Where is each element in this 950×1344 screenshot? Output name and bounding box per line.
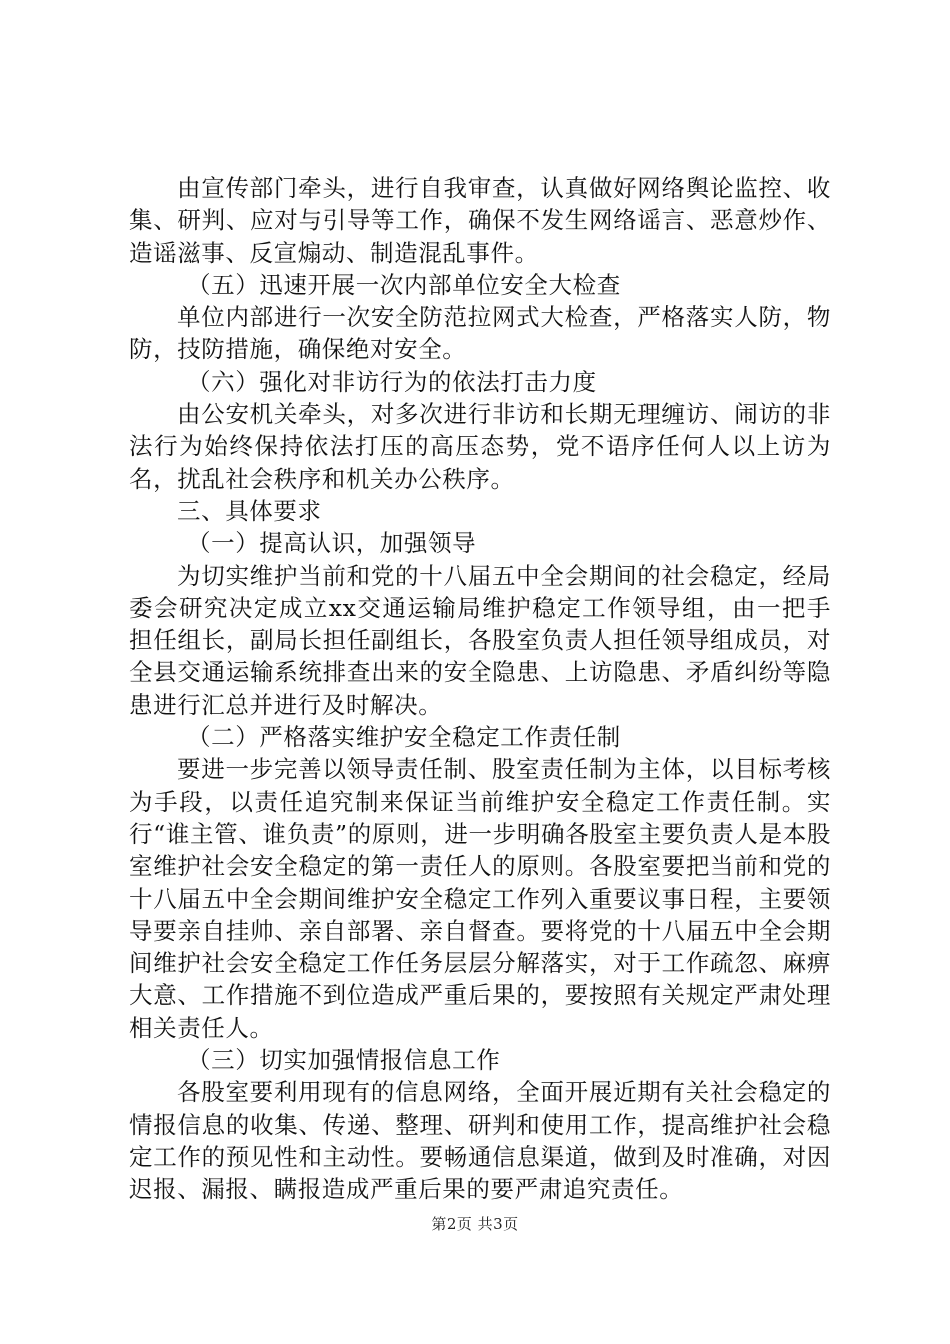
paragraph-intelligence: 各股室要利用现有的信息网络，全面开展近期有关社会稳定的情报信息的收集、传递、整理、研判和使用工作，提高维护社会稳定工作的预见性和主动性。要畅通信息渠道，做到及时准确，对因迟报、漏报、瞒报造成严重后果的要严肃追究责任。 bbox=[129, 1078, 831, 1204]
heading-internal-inspection: （五）迅速开展一次内部单位安全大检查 bbox=[187, 270, 621, 299]
heading-responsibility: （二）严格落实维护安全稳定工作责任制 bbox=[187, 723, 621, 752]
heading-illegal-petition: （六）强化对非访行为的依法打击力度 bbox=[187, 367, 597, 396]
heading-intelligence: （三）切实加强情报信息工作 bbox=[187, 1046, 501, 1075]
paragraph-leadership: 为切实维护当前和党的十八届五中全会期间的社会稳定，经局委会研究决定成立xx交通运输局维护稳定工作领导组，由一把手担任组长，副局长担任副组长，各股室负责人担任领导组成员，对全县交通运输系统排查出来的安全隐患、上访隐患、矛盾纠纷等隐患进行汇总并进行及时解决。 bbox=[129, 561, 831, 719]
paragraph-internal-inspection: 单位内部进行一次安全防范拉网式大检查，严格落实人防，物防，技防措施，确保绝对安全。 bbox=[129, 303, 831, 364]
page-footer: 第2页 共3页 bbox=[431, 1215, 519, 1233]
document-body bbox=[129, 172, 831, 1206]
heading-leadership: （一）提高认识，加强领导 bbox=[187, 529, 477, 558]
section-title-requirements: 三、具体要求 bbox=[177, 496, 322, 525]
paragraph-publicity: 由宣传部门牵头，进行自我审查，认真做好网络舆论监控、收集、研判、应对与引导等工作，确保不发生网络谣言、恶意炒作、造谣滋事、反宣煽动、制造混乱事件。 bbox=[129, 174, 831, 267]
paragraph-responsibility: 要进一步完善以领导责任制、股室责任制为主体，以目标考核为手段，以责任追究制来保证当前维护安全稳定工作责任制。实行“谁主管、谁负责”的原则，进一步明确各股室主要负责人是本股室维护社会安全稳定的第一责任人的原则。各股室要把当前和党的十八届五中全会期间维护安全稳定工作列入重要议事日程，主要领导要亲自挂帅、亲自部署、亲自督查。要将党的十八届五中全会期间维护社会安全稳定工作任务层层分解落实，对于工作疏忽、麻痹大意、工作措施不到位造成严重后果的，要按照有关规定严肃处理相关责任人。 bbox=[129, 755, 831, 1042]
paragraph-illegal-petition: 由公安机关牵头，对多次进行非访和长期无理缠访、闹访的非法行为始终保持依法打压的高压态势，党不语序任何人以上访为名，扰乱社会秩序和机关办公秩序。 bbox=[129, 400, 831, 493]
